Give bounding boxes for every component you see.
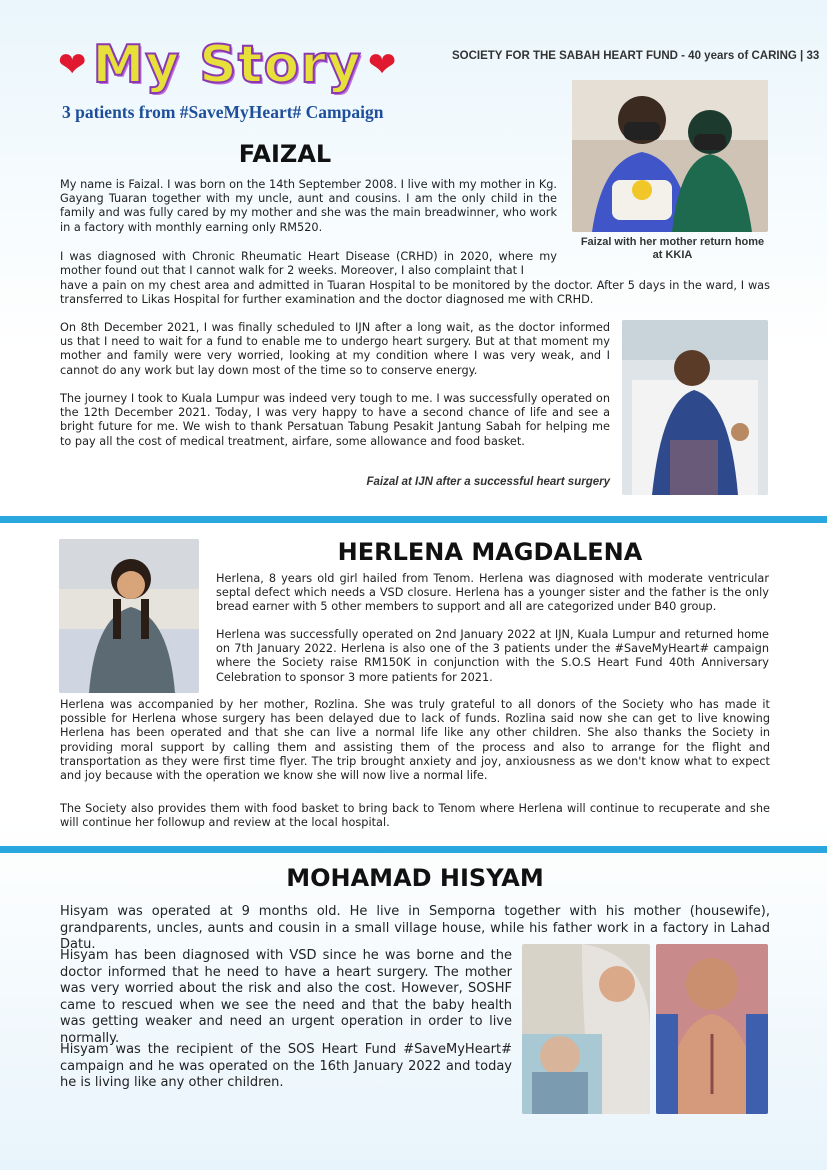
- faizal-ijn-caption: Faizal at IJN after a successful heart surgery: [366, 476, 610, 488]
- faizal-paragraph-3: On 8th December 2021, I was finally scheduled to IJN after a long wait, as the doctor informed us that I need to wait for a fund to enable me to undergo heart surgery. But at that moment my mother and family were very worried, looking at my condition where I was very weak, and I cannot do any work but lay down most of the time so to conserve energy.: [60, 321, 610, 377]
- faizal-hospital-photo: [622, 320, 768, 495]
- hisyam-paragraph-2: Hisyam has been diagnosed with VSD since he was borne and the doctor informed that he need to have a heart surgery. The mother was very worried about the risk and also the cost. However, SOSHF came to rescued when we see the need and that the baby health was getting weaker and need an urgent operation in order to live normally.: [60, 948, 512, 1046]
- faizal-mother-photo: [572, 80, 768, 232]
- herlena-photo: [59, 539, 199, 693]
- hisyam-paragraph-1: Hisyam was operated at 9 months old. He live in Semporna together with his mother (housewife), grandparents, uncles, aunts and cousin in a small village house, while his father work in a factory in Lahad Datu.: [60, 904, 770, 953]
- campaign-subtitle: 3 patients from #SaveMyHeart# Campaign: [62, 102, 384, 122]
- section-divider: [0, 846, 827, 853]
- hisyam-scar-photo: [656, 944, 768, 1114]
- faizal-paragraph-4: The journey I took to Kuala Lumpur was indeed very tough to me. I was successfully operated on the 12th December 2021. Today, I was very happy to have a second chance of life and see a bright future for me. We wish to thank Persatuan Tabung Pesakit Jantung Sabah for helping me to pay all the cost of medical treatment, airfare, some allowance and food basket.: [60, 392, 610, 448]
- heart-icon: ❤: [58, 45, 87, 85]
- section-divider: [0, 516, 827, 523]
- faizal-paragraph-1: My name is Faizal. I was born on the 14th September 2008. I live with my mother in Kg. Gayang Tuaran together with my uncle, aunt and cousins. I am the only child in the family and was fully cared by my mother and she was the main breadwinner, who work in a factory with monthly earning only RM520.: [60, 178, 557, 234]
- society-header-line: SOCIETY FOR THE SABAH HEART FUND - 40 years of CARING | 33: [452, 50, 820, 62]
- faizal-paragraph-2b: have a pain on my chest area and admitted in Tuaran Hospital to be monitored by the doctor. After 5 days in the ward, I was transferred to Likas Hospital for further examination and the doctor diagnosed me with CRHD.: [60, 279, 770, 307]
- title-text: My Story: [92, 35, 362, 95]
- hisyam-with-mother-photo: [522, 944, 650, 1114]
- hisyam-heading: MOHAMAD HISYAM: [286, 864, 544, 892]
- herlena-paragraph-4: The Society also provides them with food basket to bring back to Tenom where Herlena will continue to recuperate and she will continue her followup and review at the local hospital.: [60, 802, 770, 830]
- herlena-paragraph-2: Herlena was successfully operated on 2nd January 2022 at IJN, Kuala Lumpur and returned home on 7th January 2022. Herlena is also one of the 3 patients under the #SaveMyHeart# campaign where the Society raise RM150K in conjunction with the S.O.S Heart Fund 40th Anniversary Celebration to sponsor 3 more patients for 2021.: [216, 628, 769, 684]
- herlena-paragraph-1: Herlena, 8 years old girl hailed from Tenom. Herlena was diagnosed with moderate ventricular septal defect which needs a VSD closure. Herlena has a younger sister and the father is the only bread earner with 5 other members to support and all are categorized under B40 group.: [216, 572, 769, 614]
- herlena-heading: HERLENA MAGDALENA: [337, 538, 643, 566]
- hisyam-paragraph-3: Hisyam was the recipient of the SOS Heart Fund #SaveMyHeart# campaign and he was operated on the 16th January 2022 and today he is living like any other children.: [60, 1042, 512, 1091]
- herlena-paragraph-3: Herlena was accompanied by her mother, Rozlina. She was truly grateful to all donors of the Society who has made it possible for Herlena whose surgery has been delayed due to lack of funds. Rozlina said now she can get to live knowing Herlena has been operated and that she can live a normal life like any other children. She also thanks the Society in providing moral support by calling them and assisting them of the process and also to arrange for the flight and transportation as they were first time flyer. The trip brought anxiety and joy, anxiousness as we don't know what to expect and joy because with the operation we know she will now live a normal life.: [60, 698, 770, 783]
- faizal-photo-caption: Faizal with her mother return home at KKIA: [580, 236, 765, 261]
- faizal-heading: FAIZAL: [238, 140, 332, 168]
- page-title: [58, 30, 428, 100]
- heart-icon: ❤: [367, 45, 397, 85]
- faizal-paragraph-2a: I was diagnosed with Chronic Rheumatic Heart Disease (CRHD) in 2020, where my mother found out that I cannot walk for 2 weeks. Moreover, I also complaint that I: [60, 250, 557, 278]
